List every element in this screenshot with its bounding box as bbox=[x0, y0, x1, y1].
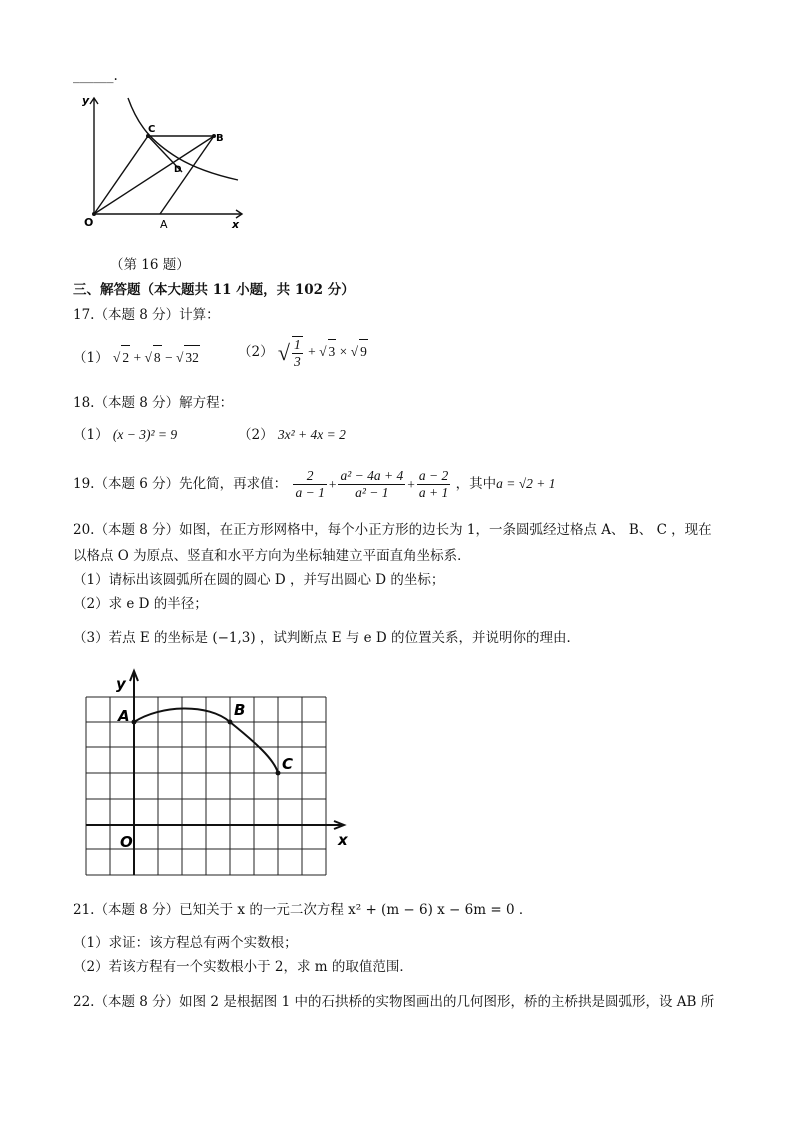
grid-o-label: O bbox=[120, 833, 133, 851]
fig16-o-label: O bbox=[84, 216, 94, 229]
q21-part2: （2）若该方程有一个实数根小于 2，求 m 的取值范围． bbox=[73, 959, 413, 975]
grid-c-label: C bbox=[282, 755, 294, 773]
q19-f1-den: a − 1 bbox=[295, 485, 325, 500]
q20-part3: （3）若点 E 的坐标是 (−1,3) ，试判断点 E 与 e D 的位置关系，并说明你的理由． bbox=[73, 630, 581, 646]
q18-part1-label: （1） bbox=[73, 427, 109, 443]
q21-stem: 21.（本题 8 分）已知关于 x 的一元二次方程 x² + (m − 6) x − 6m = 0 ． bbox=[73, 902, 533, 918]
fig16-a-label: A bbox=[160, 218, 168, 231]
q17-p1-c: 32 bbox=[184, 345, 200, 370]
q20-line2: 以格点 O 为原点、竖直和水平方向为坐标轴建立平面直角坐标系． bbox=[73, 548, 471, 564]
fig16-y-label: y bbox=[82, 94, 90, 107]
q17-p1-b: 8 bbox=[153, 345, 162, 370]
grid-y-label: y bbox=[116, 675, 126, 693]
q17-part2: （2） √ $\frac{1}{3}$ + √ 3 × √ 9 bbox=[238, 337, 367, 369]
q18-part1-expr: (x − 3)² = 9 bbox=[112, 427, 178, 442]
q17-part1-label: （1） bbox=[73, 350, 109, 366]
q18-part2-expr: 3x² + 4x = 2 bbox=[277, 427, 346, 442]
fig16-x-label: x bbox=[232, 218, 240, 231]
section-3-heading: 三、解答题（本大题共 11 小题，共 102 分） bbox=[73, 282, 355, 298]
q18-part1 bbox=[73, 425, 177, 445]
q17-p2-num: 1 bbox=[293, 337, 301, 352]
q18-part2-label: （2） bbox=[238, 427, 274, 443]
fig16-d-label: D bbox=[174, 165, 182, 175]
point-a bbox=[132, 720, 137, 725]
grid-a-label: A bbox=[118, 707, 130, 725]
q21-part1: （1）求证：该方程总有两个实数根； bbox=[73, 935, 298, 951]
q17-p2-b: 3 bbox=[328, 339, 337, 364]
point-c bbox=[276, 771, 281, 776]
figure-16 bbox=[70, 88, 250, 238]
q19-f3-num: a − 2 bbox=[418, 468, 449, 483]
q17-stem: 17.（本题 8 分）计算： bbox=[73, 307, 220, 323]
q19-f2-den: a² − 1 bbox=[355, 485, 389, 500]
q18-part2 bbox=[238, 425, 346, 445]
q20-part2: （2）求 e D 的半径； bbox=[73, 596, 208, 612]
figure-16-caption: （第 16 题） bbox=[110, 257, 190, 273]
q19-stem: 19.（本题 6 分）先化简，再求值： bbox=[73, 476, 288, 493]
q17-p1-a: 2 bbox=[121, 345, 130, 370]
q19: 19.（本题 6 分）先化简，再求值： $\frac{2}{a - 1}$ + $\frac{\text{a² − 4a + 4}}{\text{a² − 1}}$ + $\frac{a - 2}{a + 1}$ ，其中a = √2 + 1 bbox=[73, 468, 556, 500]
grid-figure bbox=[80, 665, 360, 880]
q19-f3-den: a + 1 bbox=[418, 485, 449, 500]
q19-tail-text: ，其中 bbox=[455, 476, 497, 493]
grid-b-label: B bbox=[234, 701, 246, 719]
q20-line1: 20.（本题 8 分）如图，在正方形网格中，每个小正方形的边长为 1，一条圆弧经过格点 A、 B、 C ，现在 bbox=[73, 522, 712, 538]
answer-blank: ______. bbox=[73, 68, 118, 84]
point-b bbox=[228, 720, 233, 725]
q17-p2-den: 3 bbox=[293, 354, 301, 369]
q20-part1: （1）请标出该圆弧所在圆的圆心 D ，并写出圆心 D 的坐标； bbox=[73, 572, 445, 588]
q22-stem: 22.（本题 8 分）如图 2 是根据图 1 中的石拱桥的实物图画出的几何图形，桥的主桥拱是圆弧形，设 AB 所 bbox=[73, 994, 715, 1010]
q17-p2-c: 9 bbox=[359, 339, 368, 364]
q19-f1-num: 2 bbox=[293, 468, 326, 485]
fig16-c-label: C bbox=[148, 124, 156, 135]
q19-f2-num: a² − 4a + 4 bbox=[340, 468, 404, 483]
grid-x-label: x bbox=[338, 831, 348, 849]
fig16-b-label: B bbox=[216, 133, 224, 144]
q19-tail-math: a = √2 + 1 bbox=[496, 476, 556, 492]
q17-part1: （1） √ 2 + √ 8 − √ 32 bbox=[73, 345, 200, 370]
q18-stem: 18.（本题 8 分）解方程： bbox=[73, 395, 234, 411]
q17-part2-label: （2） bbox=[238, 344, 274, 361]
